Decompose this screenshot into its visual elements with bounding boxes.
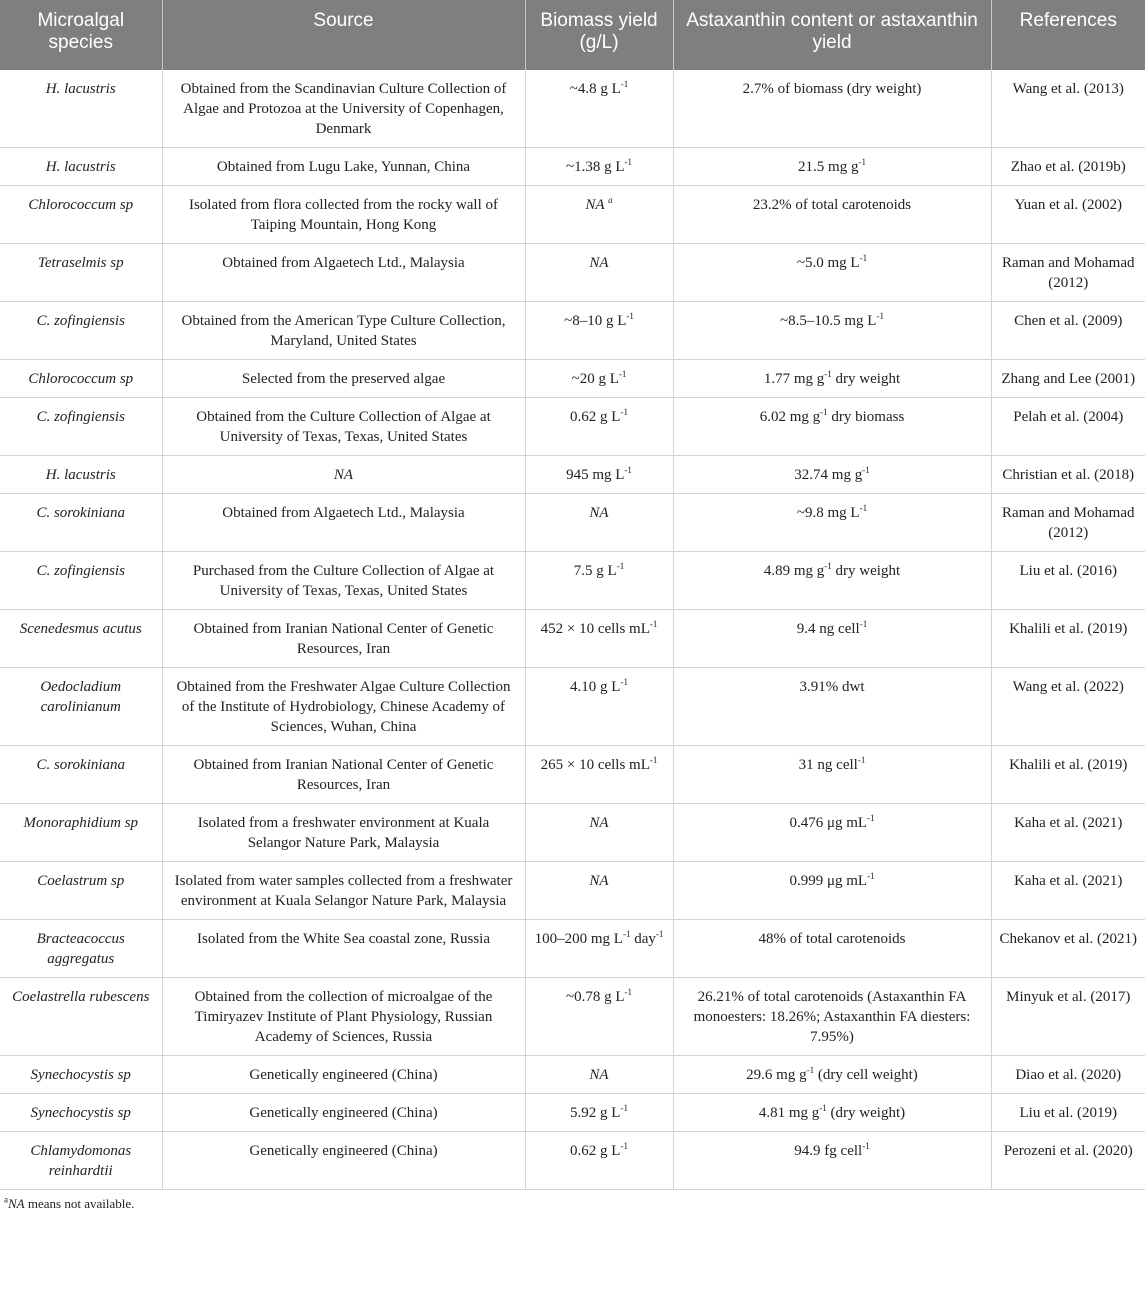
cell-source: Obtained from Algaetech Ltd., Malaysia (162, 494, 525, 552)
astaxanthin-value: 94.9 fg cell (794, 1143, 863, 1159)
astaxanthin-exponent: -1 (820, 407, 828, 417)
biomass-exponent: -1 (620, 1103, 628, 1113)
cell-biomass (525, 862, 673, 920)
cell-reference: Minyuk et al. (2017) (991, 978, 1145, 1056)
astaxanthin-exponent: -1 (824, 369, 832, 379)
cell-species: Tetraselmis sp (0, 244, 162, 302)
footnote-text: means not available. (24, 1196, 135, 1211)
table-row (0, 668, 1145, 746)
biomass-exponent: -1 (649, 755, 658, 765)
cell-reference: Chekanov et al. (2021) (991, 920, 1145, 978)
cell-species: Synechocystis sp (0, 1094, 162, 1132)
table-row (0, 1094, 1145, 1132)
biomass-exponent: -1 (624, 987, 633, 997)
astaxanthin-exponent: -1 (857, 755, 866, 765)
cell-species: C. sorokiniana (0, 746, 162, 804)
astaxanthin-value: 9.4 ng cell (796, 621, 860, 637)
cell-reference: Kaha et al. (2021) (991, 862, 1145, 920)
biomass-exponent: -1 (620, 1141, 628, 1151)
cell-astaxanthin (673, 1094, 991, 1132)
cell-source: Purchased from the Culture Collection of Algae at University of Texas, Texas, United States (162, 552, 525, 610)
cell-species: H. lacustris (0, 148, 162, 186)
astaxanthin-exponent: -1 (862, 1141, 870, 1151)
cell-source: NA (162, 456, 525, 494)
table-row (0, 456, 1145, 494)
cell-source: Obtained from the Freshwater Algae Culture Collection of the Institute of Hydrobiology, Chinese Academy of Sciences, Wuhan, China (162, 668, 525, 746)
table-row (0, 1056, 1145, 1094)
astaxanthin-value: ~5.0 mg L (796, 255, 860, 271)
cell-reference: Chen et al. (2009) (991, 302, 1145, 360)
cell-astaxanthin (673, 398, 991, 456)
biomass-value: ~4.8 g L (569, 81, 621, 97)
astaxanthin-value: ~8.5–10.5 mg L (780, 313, 877, 329)
biomass-value: NA (589, 815, 609, 831)
cell-species: C. zofingiensis (0, 302, 162, 360)
astaxanthin-value: 1.77 mg g (763, 371, 825, 387)
biomass-value: NA (589, 1067, 609, 1083)
cell-source: Obtained from the collection of microalgae of the Timiryazev Institute of Plant Physiology, Russian Academy of Sciences, Russia (162, 978, 525, 1056)
biomass-value: 945 mg L (566, 467, 625, 483)
table-row (0, 746, 1145, 804)
biomass-exponent: -1 (649, 619, 658, 629)
cell-reference: Christian et al. (2018) (991, 456, 1145, 494)
astaxanthin-value: 6.02 mg g (759, 409, 821, 425)
cell-astaxanthin (673, 668, 991, 746)
biomass-exponent: -1 (618, 369, 627, 379)
cell-biomass (525, 920, 673, 978)
cell-biomass (525, 186, 673, 244)
biomass-value: NA (589, 255, 609, 271)
astaxanthin-value: 26.21% of total carotenoids (Astaxanthin FA monoesters: 18.26%; Astaxanthin FA diesters: 7.95%) (693, 989, 971, 1045)
biomass-value: 5.92 g L (570, 1105, 621, 1121)
cell-species: Chlamydomonas reinhardtii (0, 1132, 162, 1190)
biomass-exponent: a (608, 195, 613, 205)
cell-species: Coelastrella rubescens (0, 978, 162, 1056)
astaxanthin-suffix: (dry weight) (826, 1105, 906, 1121)
astaxanthin-exponent: -1 (858, 157, 866, 167)
biomass-value: 265 × 10 cells mL (540, 757, 650, 773)
cell-biomass (525, 1094, 673, 1132)
astaxanthin-value: 21.5 mg g (798, 159, 859, 175)
header-row (0, 0, 1145, 70)
astaxanthin-exponent: -1 (819, 1103, 827, 1113)
cell-biomass (525, 398, 673, 456)
cell-biomass (525, 746, 673, 804)
cell-astaxanthin (673, 360, 991, 398)
cell-astaxanthin (673, 978, 991, 1056)
astaxanthin-suffix: dry biomass (827, 409, 905, 425)
biomass-value: 0.62 g L (570, 1143, 621, 1159)
cell-source: Isolated from a freshwater environment at Kuala Selangor Nature Park, Malaysia (162, 804, 525, 862)
biomass-value: 7.5 g L (573, 563, 617, 579)
cell-biomass (525, 804, 673, 862)
cell-reference: Zhao et al. (2019b) (991, 148, 1145, 186)
cell-source: Obtained from Algaetech Ltd., Malaysia (162, 244, 525, 302)
header-source: Source (162, 0, 525, 70)
table-body (0, 70, 1145, 1190)
cell-biomass (525, 978, 673, 1056)
cell-source: Obtained from Iranian National Center of Genetic Resources, Iran (162, 746, 525, 804)
cell-reference: Raman and Mohamad (2012) (991, 244, 1145, 302)
cell-source: Obtained from the American Type Culture Collection, Maryland, United States (162, 302, 525, 360)
astaxanthin-exponent: -1 (862, 465, 870, 475)
cell-species: C. zofingiensis (0, 552, 162, 610)
cell-source: Genetically engineered (China) (162, 1132, 525, 1190)
astaxanthin-suffix: dry weight (831, 563, 901, 579)
cell-reference: Diao et al. (2020) (991, 1056, 1145, 1094)
cell-species: Scenedesmus acutus (0, 610, 162, 668)
cell-species: Chlorococcum sp (0, 360, 162, 398)
cell-species: Chlorococcum sp (0, 186, 162, 244)
cell-biomass (525, 1132, 673, 1190)
cell-astaxanthin (673, 302, 991, 360)
astaxanthin-value: 0.999 μg mL (789, 873, 868, 889)
biomass-value: NA (585, 197, 609, 213)
biomass-value: ~1.38 g L (565, 159, 625, 175)
cell-biomass (525, 360, 673, 398)
cell-reference: Yuan et al. (2002) (991, 186, 1145, 244)
cell-source: Obtained from Lugu Lake, Yunnan, China (162, 148, 525, 186)
cell-species: C. zofingiensis (0, 398, 162, 456)
astaxanthin-value: ~9.8 mg L (796, 505, 860, 521)
table-row (0, 186, 1145, 244)
astaxanthin-exponent: -1 (859, 253, 868, 263)
astaxanthin-value: 48% of total carotenoids (758, 931, 906, 947)
cell-reference: Kaha et al. (2021) (991, 804, 1145, 862)
header-species: Microalgal species (0, 0, 162, 70)
cell-biomass (525, 148, 673, 186)
table-row (0, 398, 1145, 456)
astaxanthin-value: 2.7% of biomass (dry weight) (742, 81, 922, 97)
cell-species: C. sorokiniana (0, 494, 162, 552)
cell-biomass (525, 1056, 673, 1094)
cell-biomass (525, 244, 673, 302)
cell-astaxanthin (673, 494, 991, 552)
biomass-exponent-2: -1 (655, 929, 664, 939)
cell-species: H. lacustris (0, 70, 162, 148)
astaxanthin-exponent: -1 (859, 619, 868, 629)
cell-astaxanthin (673, 610, 991, 668)
astaxanthin-suffix: dry weight (831, 371, 901, 387)
table-row (0, 244, 1145, 302)
cell-reference: Perozeni et al. (2020) (991, 1132, 1145, 1190)
header-biomass: Biomass yield (g/L) (525, 0, 673, 70)
astaxanthin-exponent: -1 (876, 311, 884, 321)
biomass-exponent: -1 (616, 561, 625, 571)
astaxanthin-value: 4.81 mg g (758, 1105, 820, 1121)
biomass-value: 0.62 g L (570, 409, 621, 425)
table-row (0, 804, 1145, 862)
astaxanthin-suffix: (dry cell weight) (814, 1067, 918, 1083)
cell-astaxanthin (673, 1056, 991, 1094)
cell-astaxanthin (673, 244, 991, 302)
cell-biomass (525, 552, 673, 610)
biomass-value: ~0.78 g L (565, 989, 625, 1005)
cell-reference: Raman and Mohamad (2012) (991, 494, 1145, 552)
astaxanthin-exponent: -1 (824, 561, 832, 571)
cell-species: Synechocystis sp (0, 1056, 162, 1094)
cell-species: Monoraphidium sp (0, 804, 162, 862)
biomass-suffix: day (630, 931, 656, 947)
cell-source: Isolated from water samples collected from a freshwater environment at Kuala Selangor Nature Park, Malaysia (162, 862, 525, 920)
cell-astaxanthin (673, 804, 991, 862)
table-row (0, 494, 1145, 552)
astaxanthin-value: 4.89 mg g (763, 563, 825, 579)
cell-biomass (525, 494, 673, 552)
biomass-exponent: -1 (624, 465, 632, 475)
footnote-marker: a (4, 1194, 8, 1205)
cell-reference: Pelah et al. (2004) (991, 398, 1145, 456)
table-row (0, 302, 1145, 360)
cell-source: Genetically engineered (China) (162, 1094, 525, 1132)
biomass-value: ~8–10 g L (564, 313, 627, 329)
biomass-value: 452 × 10 cells mL (540, 621, 650, 637)
biomass-exponent: -1 (620, 677, 628, 687)
cell-astaxanthin (673, 862, 991, 920)
biomass-exponent: -1 (620, 79, 629, 89)
biomass-value: ~20 g L (571, 371, 619, 387)
table-row (0, 862, 1145, 920)
biomass-exponent: -1 (620, 407, 628, 417)
biomass-value: NA (589, 505, 609, 521)
table-row (0, 552, 1145, 610)
biomass-exponent: -1 (626, 311, 634, 321)
cell-reference: Khalili et al. (2019) (991, 746, 1145, 804)
cell-reference: Khalili et al. (2019) (991, 610, 1145, 668)
biomass-exponent: -1 (622, 929, 631, 939)
biomass-value: NA (589, 873, 609, 889)
cell-source: Genetically engineered (China) (162, 1056, 525, 1094)
cell-astaxanthin (673, 920, 991, 978)
table-row (0, 148, 1145, 186)
cell-astaxanthin (673, 148, 991, 186)
cell-species: Bracteacoccus aggregatus (0, 920, 162, 978)
biomass-value: 100–200 mg L (534, 931, 623, 947)
astaxanthin-value: 31 ng cell (798, 757, 858, 773)
cell-species: Oedocladium carolinianum (0, 668, 162, 746)
cell-astaxanthin (673, 456, 991, 494)
table-row (0, 70, 1145, 148)
astaxanthin-exponent: -1 (859, 503, 868, 513)
table-row (0, 978, 1145, 1056)
cell-source: Obtained from the Scandinavian Culture Collection of Algae and Protozoa at the University of Copenhagen, Denmark (162, 70, 525, 148)
cell-source: Obtained from Iranian National Center of Genetic Resources, Iran (162, 610, 525, 668)
cell-source: Isolated from flora collected from the rocky wall of Taiping Mountain, Hong Kong (162, 186, 525, 244)
cell-biomass (525, 70, 673, 148)
table-row (0, 920, 1145, 978)
cell-astaxanthin (673, 552, 991, 610)
cell-source: Obtained from the Culture Collection of Algae at University of Texas, Texas, United States (162, 398, 525, 456)
cell-astaxanthin (673, 70, 991, 148)
cell-biomass (525, 456, 673, 494)
cell-reference: Zhang and Lee (2001) (991, 360, 1145, 398)
cell-reference: Liu et al. (2019) (991, 1094, 1145, 1132)
astaxanthin-exponent: -1 (867, 871, 875, 881)
cell-species: H. lacustris (0, 456, 162, 494)
biomass-value: 4.10 g L (570, 679, 621, 695)
biomass-exponent: -1 (624, 157, 633, 167)
cell-biomass (525, 668, 673, 746)
cell-astaxanthin (673, 1132, 991, 1190)
astaxanthin-value: 32.74 mg g (794, 467, 863, 483)
header-references: References (991, 0, 1145, 70)
cell-astaxanthin (673, 746, 991, 804)
cell-source: Selected from the preserved algae (162, 360, 525, 398)
footnote (0, 1190, 1145, 1218)
astaxanthin-exponent: -1 (806, 1065, 815, 1075)
footnote-na: NA (8, 1196, 25, 1211)
cell-source: Isolated from the White Sea coastal zone, Russia (162, 920, 525, 978)
table-row (0, 610, 1145, 668)
cell-reference: Liu et al. (2016) (991, 552, 1145, 610)
cell-biomass (525, 610, 673, 668)
table-row (0, 360, 1145, 398)
astaxanthin-value: 0.476 μg mL (789, 815, 868, 831)
cell-reference: Wang et al. (2013) (991, 70, 1145, 148)
astaxanthin-value: 23.2% of total carotenoids (752, 197, 912, 213)
cell-biomass (525, 302, 673, 360)
table-row (0, 1132, 1145, 1190)
cell-astaxanthin (673, 186, 991, 244)
astaxanthin-value: 29.6 mg g (746, 1067, 807, 1083)
cell-reference: Wang et al. (2022) (991, 668, 1145, 746)
header-astaxanthin: Astaxanthin content or astaxanthin yield (673, 0, 991, 70)
astaxanthin-exponent: -1 (867, 813, 875, 823)
cell-species: Coelastrum sp (0, 862, 162, 920)
astaxanthin-value: 3.91% dwt (799, 679, 865, 695)
